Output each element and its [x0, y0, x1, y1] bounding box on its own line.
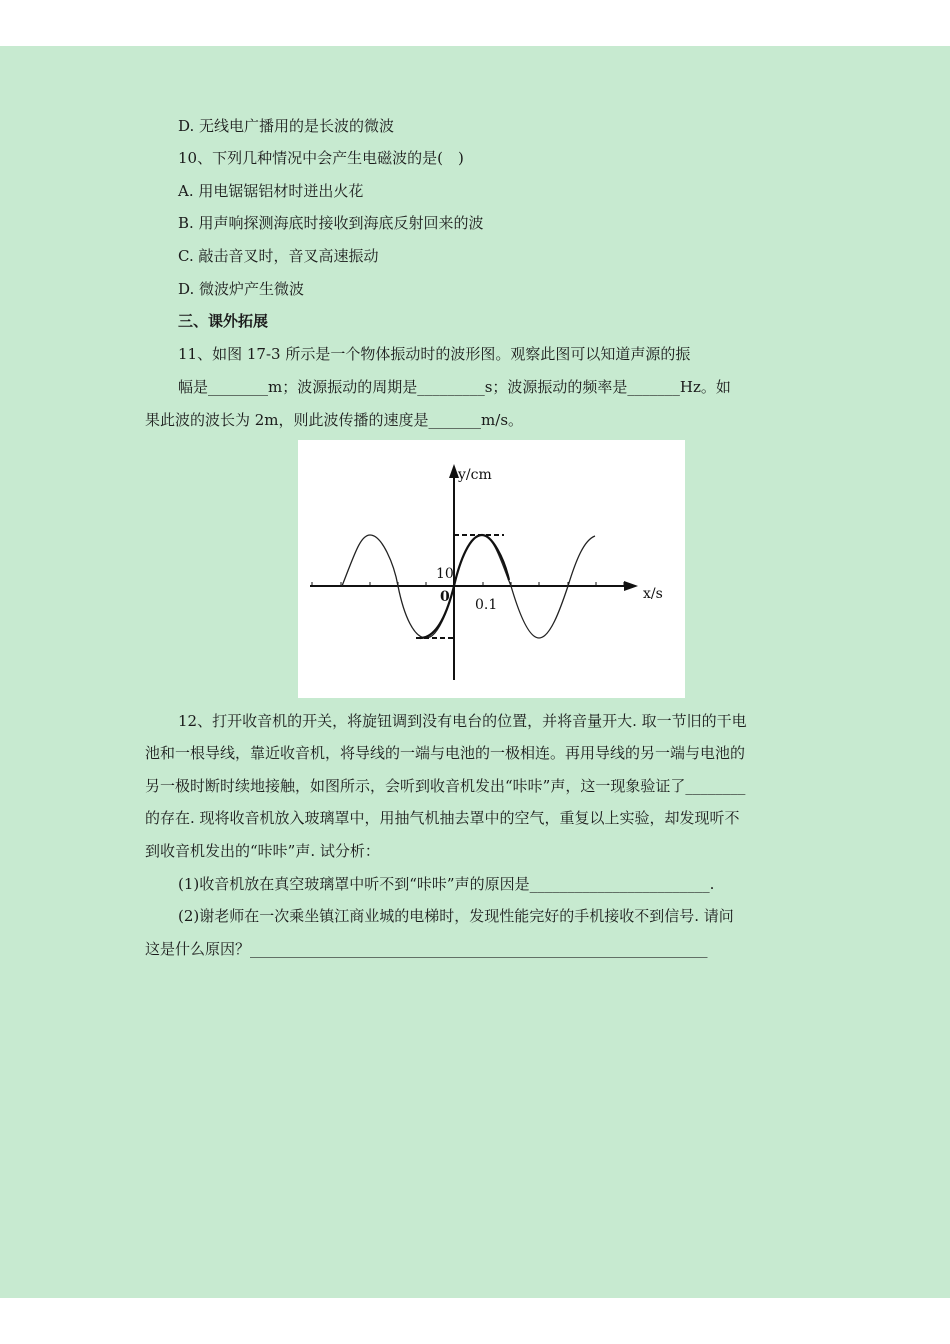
x-axis-arrow	[624, 581, 638, 591]
x-tick-label: 0.1	[475, 597, 498, 613]
q10-option-c: C. 敲击音叉时，音叉高速振动	[178, 247, 379, 265]
origin-label: 0	[440, 589, 450, 605]
q11-line-2: 幅是________m；波源振动的周期是_________s；波源振动的频率是_______Hz。如	[178, 378, 731, 396]
q12-sub-question-1: (1)收音机放在真空玻璃罩中听不到“咔咔”声的原因是________________________.	[178, 875, 715, 893]
y-axis-label: y/cm	[458, 467, 492, 483]
waveform-graph	[298, 440, 685, 698]
q12-line-3: 另一极时断时续地接触，如图所示，会听到收音机发出“咔咔”声，这一现象验证了________	[145, 777, 746, 795]
waveform-figure	[298, 440, 685, 698]
q12-line-2: 池和一根导线，靠近收音机，将导线的一端与电池的一极相连。再用导线的另一端与电池的	[145, 744, 746, 762]
q12-line-1: 12、打开收音机的开关，将旋钮调到没有电台的位置，并将音量开大. 取一节旧的干电	[178, 712, 747, 730]
q11-line-1: 11、如图 17-3 所示是一个物体振动时的波形图。观察此图可以知道声源的振	[178, 345, 691, 363]
q10-option-d: D. 微波炉产生微波	[178, 280, 305, 298]
q10-option-b: B. 用声响探测海底时接收到海底反射回来的波	[178, 214, 484, 232]
q9-option-d: D. 无线电广播用的是长波的微波	[178, 117, 395, 135]
q10-option-a: A. 用电锯锯铝材时迸出火花	[178, 182, 364, 200]
q12-sub-question-2-cont: 这是什么原因？_____________________________________________________________	[145, 940, 708, 958]
q10-stem: 10、下列几种情况中会产生电磁波的是( )	[178, 149, 464, 167]
x-axis-label: x/s	[643, 586, 663, 602]
q12-sub-question-2: (2)谢老师在一次乘坐镇江商业城的电梯时，发现性能完好的手机接收不到信号. 请问	[178, 907, 734, 925]
q11-line-3: 果此波的波长为 2m，则此波传播的速度是_______m/s。	[145, 411, 524, 429]
y-tick-label: 10	[436, 566, 454, 582]
q12-line-5: 到收音机发出的“咔咔”声. 试分析：	[145, 842, 380, 860]
q12-line-4: 的存在. 现将收音机放入玻璃罩中，用抽气机抽去罩中的空气，重复以上实验，却发现听不	[145, 809, 740, 827]
section-heading: 三、课外拓展	[178, 312, 269, 330]
